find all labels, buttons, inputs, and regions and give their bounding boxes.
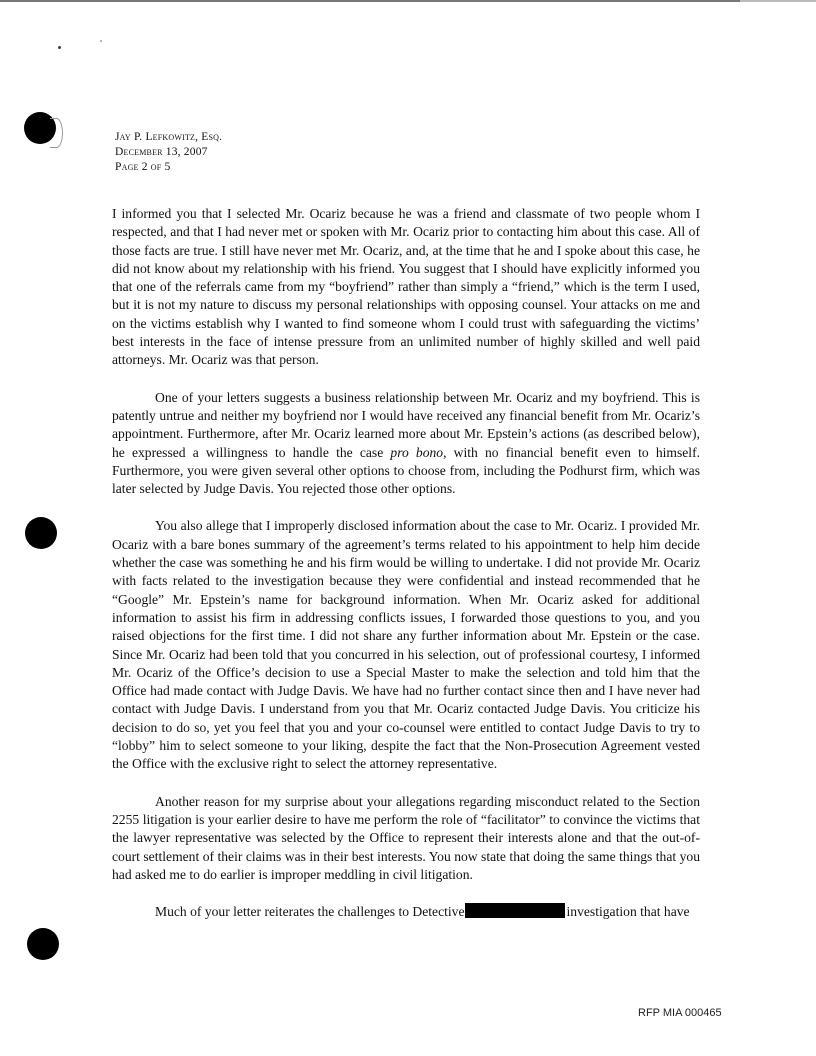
scan-speck xyxy=(100,40,102,42)
scan-top-edge xyxy=(0,0,816,2)
page-number: Page 2 of 5 xyxy=(115,161,171,173)
paragraph-5 xyxy=(112,903,700,921)
paragraph-5-text: Much of your letter reiterates the challenges to Detective xyxy=(155,904,465,920)
bates-number: RFP MIA 000465 xyxy=(638,1007,722,1019)
punch-hole-bottom xyxy=(27,928,59,960)
scan-speck xyxy=(58,46,61,49)
letter-date: December 13, 2007 xyxy=(115,146,208,158)
paragraph-2-text-end: , with no financial benefit even to himself. Furthermore, you were given several other options to choose from, including the Podhurst firm, which was later selected by Judge Davis. You rejected those other options. xyxy=(112,444,701,497)
letter-body xyxy=(112,205,700,921)
redaction-box xyxy=(465,903,565,918)
paragraph-2-text: One of your letters suggests a business relationship between Mr. Ocariz and my boyfriend. This is patently untrue and neither my boyfriend nor I would have received any financial benefit from Mr. Ocariz’s appointment. Furthermore, after Mr. Ocariz learned more about Mr. Epstein’s actions (as described below), he expressed a willingness to handle the case xyxy=(112,389,700,460)
paragraph-2-italic: pro bono xyxy=(390,444,444,460)
paragraph-4: Another reason for my surprise about your allegations regarding misconduct related to the Section 2255 litigation is your earlier desire to have me perform the role of “facilitator” to convince the victims that the lawyer representative was selected by the Office to represent their interests alone and that the out-of-court settlement of their claims was in their best interests. You now state that doing the same things that you had asked me to do earlier is improper meddling in civil litigation. xyxy=(112,793,700,882)
punch-hole-shadow xyxy=(50,118,63,148)
letter-header xyxy=(115,130,222,175)
paragraph-5-text-end: investigation that have xyxy=(566,904,690,920)
punch-hole-middle xyxy=(25,517,57,549)
recipient-name: Jay P. Lefkowitz, Esq. xyxy=(115,131,223,143)
paragraph-1: I informed you that I selected Mr. Ocariz because he was a friend and classmate of two people whom I respected, and that I had never met or spoken with Mr. Ocariz prior to contacting him about this case. All of those facts are true. I still have never met Mr. Ocariz, and, at the time that he and I spoke about this case, he did not know about my relationship with his friend. You suggest that I should have explicitly informed you that one of the referrals came from my “boyfriend” rather than simply a “friend,” which is the term I used, but it is not my nature to discuss my personal relationships with opposing counsel. Your attacks on me and on the victims establish why I wanted to find someone whom I could trust with safeguarding the victims’ best interests in the face of intense pressure from an unlimited number of highly skilled and well paid attorneys. Mr. Ocariz was that person. xyxy=(112,206,700,368)
paragraph-2 xyxy=(112,389,700,499)
paragraph-3: You also allege that I improperly disclosed information about the case to Mr. Ocariz. I provided Mr. Ocariz with a bare bones summary of the agreement’s terms related to his appointment to help him decide whether the case was something he and his firm would be willing to undertake. I did not provide Mr. Ocariz with facts related to the investigation because they were confidential and instead recommended that he “Google” Mr. Epstein’s name for background information. When Mr. Ocariz asked for additional information to assist his firm in addressing conflicts issues, I forwarded those questions to you, and you raised objections for the first time. I did not share any further information about Mr. Epstein or the case. Since Mr. Ocariz had been told that you concurred in his selection, out of professional courtesy, I informed Mr. Ocariz of the Office’s decision to use a Special Master to make the selection and told him that the Office had made contact with Judge Davis. We have had no further contact since then and I have never had contact with Judge Davis. I understand from you that Mr. Ocariz contacted Judge Davis. You criticize his decision to do so, yet you feel that you and your co-counsel were entitled to contact Judge Davis to try to “lobby” him to select someone to your liking, despite the fact that the Non-Prosecution Agreement vested the Office with the exclusive right to select the attorney representative. xyxy=(112,518,700,772)
